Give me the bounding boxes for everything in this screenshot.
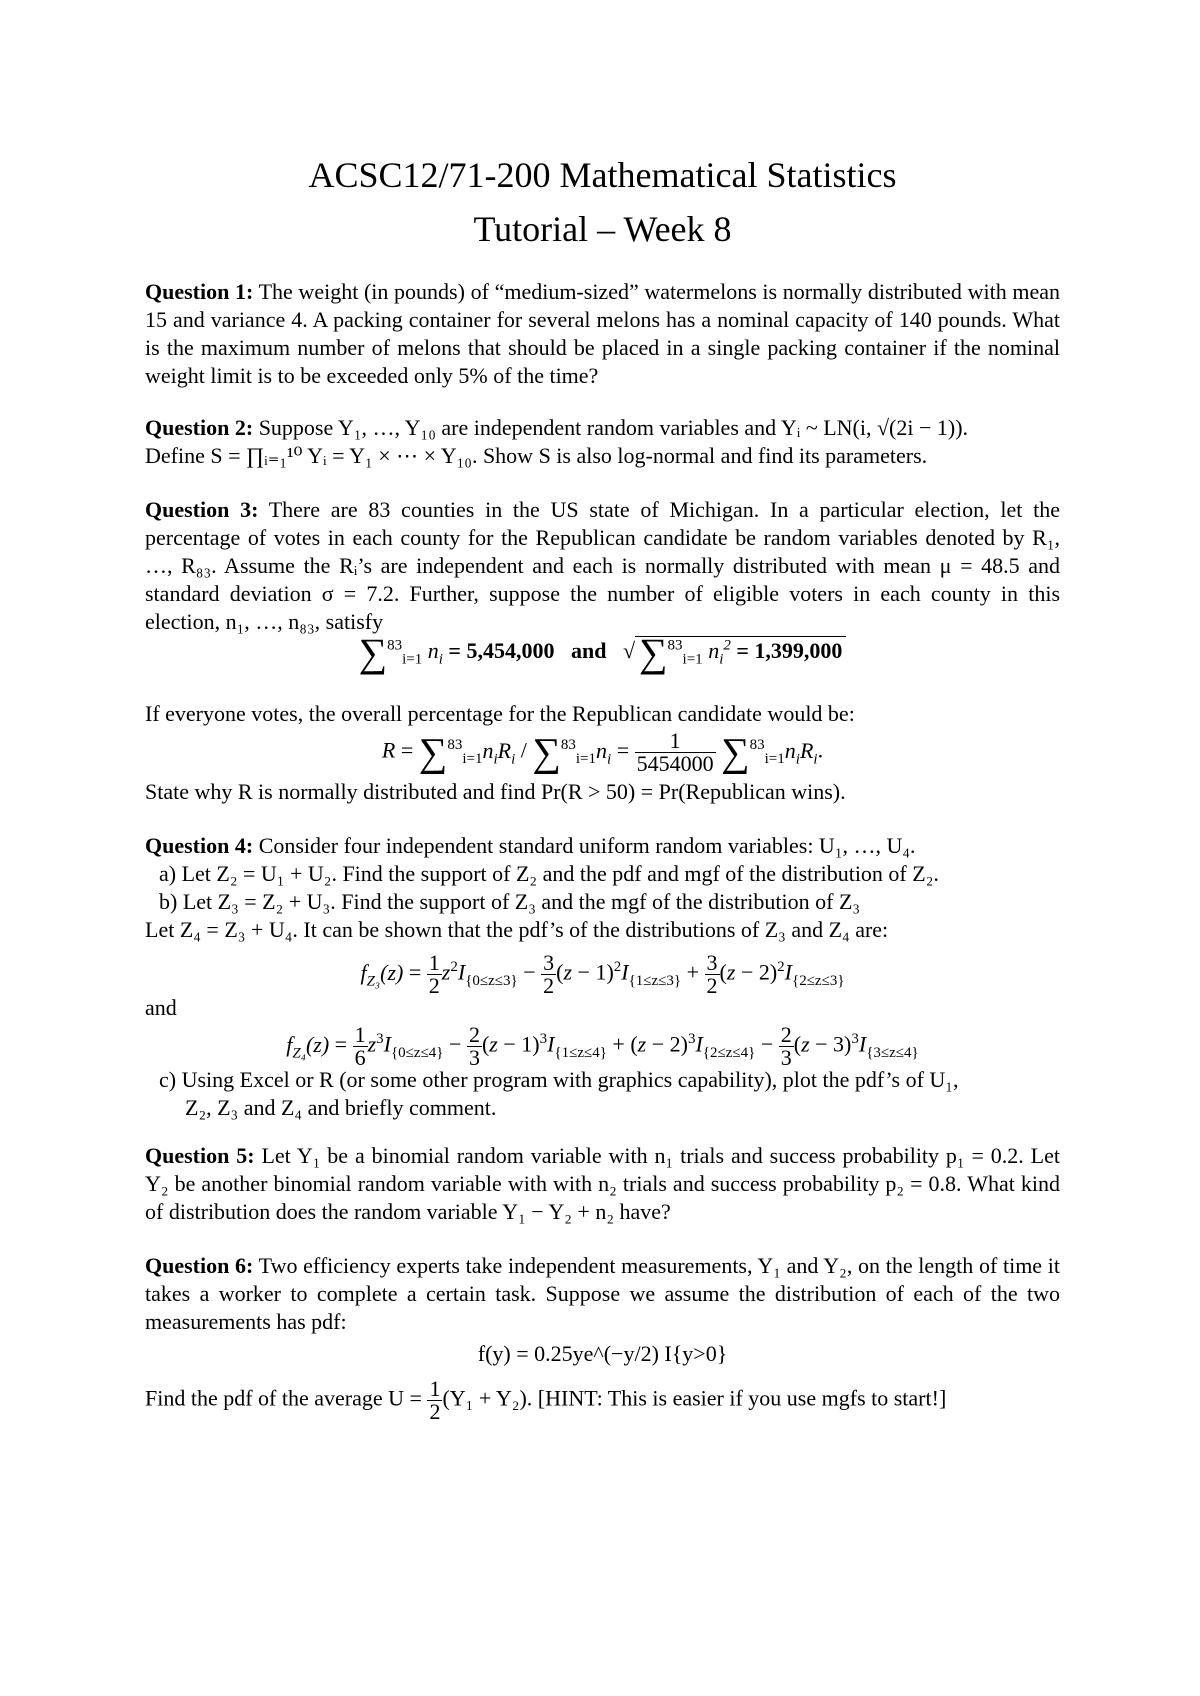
question-1 <box>145 278 1060 390</box>
eq-sqrt-sum-value: = 1,399,000 <box>736 638 843 663</box>
question-4-label: Question 4: <box>145 833 254 858</box>
question-3-text3: State why R is normally distributed and find Pr(R > 50) = Pr(Republican wins). <box>145 779 846 804</box>
question-2-label: Question 2: <box>145 415 254 440</box>
question-4-and: and <box>145 995 177 1020</box>
question-4-intro: Consider four independent standard uniform random variables: U₁, …, U₄. <box>253 833 916 858</box>
question-4-pdf-z3: $f_{Z_3}(z)$ = $\frac{1}{2}$ $z^2I_{\{0\le z\le 3\}}$ − $\frac{3}{2}$ $(z - 1)^2I_{\{1\le z\le 3\}}$ + $\frac{3}{2}$ $(z - 2)^2I_{\{2\le z\le 3\}}$ <box>360 950 845 998</box>
question-3 <box>145 496 1060 636</box>
eq-and-word: and <box>570 638 607 663</box>
question-4-part-c-line1: c) Using Excel or R (or some other program with graphics capability), plot the pdf’s of U₁, <box>159 1067 959 1092</box>
question-4 <box>145 832 1060 860</box>
eq-frac-denominator: 5454000 <box>636 751 714 776</box>
question-5-text: Let Y₁ be a binomial random variable with n₁ trials and success probability p₁ = 0.2. Let Y₂ be another binomial random variable with with n₂ trials and success probability p₂ = 0.8. What kind of distribution does the random variable Y₁ − Y₂ + n₂ have? <box>145 1143 1060 1224</box>
question-2 <box>145 414 1060 470</box>
question-6-find: Find the pdf of the average U = $\frac{1}{2}$ (Y₁ + Y₂). [HINT: This is easier if you use mgfs to start!] <box>145 1376 947 1424</box>
eq-sum-n-value: = 5,454,000 <box>448 638 555 663</box>
document-title: ACSC12/71-200 Mathematical Statistics <box>308 155 897 195</box>
question-6-pdf-equation: f(y) = 0.25ye^(−y/2) I{y>0} <box>477 1341 728 1366</box>
question-2-line2: Define S = ∏ᵢ₌₁¹⁰ Yᵢ = Y₁ × ⋯ × Y₁₀. Show S is also log-normal and find its parameters. <box>145 443 928 468</box>
question-3-equation-sums: ∑$^{83}_{i=1}$ $n_i = 5,454,000$ and √ ∑$^{83}_{i=1}$ $n_i^2 = 1,399,000$ <box>145 636 1060 667</box>
document-subtitle: Tutorial – Week 8 <box>473 209 732 249</box>
question-3-text: There are 83 counties in the US state of Michigan. In a particular election, let the percentage of votes in each county for the Republican candidate be random variables denoted by R₁, …, R₈₃. Assume the Rᵢ’s are independent and each is normally distributed with mean μ = 48.5 and standard deviation σ = 7.2. Further, suppose the number of eligible voters in each county in this election, n₁, …, n₈₃, satisfy <box>145 497 1060 634</box>
question-6 <box>145 1252 1060 1336</box>
question-2-line1: Suppose Y₁, …, Y₁₀ are independent random variables and Yᵢ ~ LN(i, √(2i − 1)). <box>253 415 969 440</box>
question-6-label: Question 6: <box>145 1253 254 1278</box>
question-6-find-post: (Y₁ + Y₂). [HINT: This is easier if you use mgfs to start!] <box>442 1385 947 1411</box>
question-4-part-a: a) Let Z₂ = U₁ + U₂. Find the support of Z₂ and the pdf and mgf of the distribution of Z₂. <box>159 861 939 886</box>
eq-frac-numerator: 1 <box>635 730 716 753</box>
question-4-pdf-z4: $f_{Z_4}(z)$ = $\frac{1}{6}$ $z^3I_{\{0\le z\le 4\}}$ − $\frac{2}{3}$ $(z - 1)^3I_{\{1\le z\le 4\}} + (z - 2)^3I_{\{2\le z\le 4\}}$ − $\frac{2}{3}$ $(z - 3)^3I_{\{3\le z\le 4\}}$ <box>286 1022 919 1070</box>
question-5 <box>145 1142 1060 1226</box>
question-3-text2: If everyone votes, the overall percentage for the Republican candidate would be: <box>145 701 855 726</box>
question-4-part-c-line2: Z₂, Z₃ and Z₄ and briefly comment. <box>185 1095 497 1120</box>
question-3-label: Question 3: <box>145 497 259 522</box>
question-6-find-pre: Find the pdf of the average U = <box>145 1385 428 1411</box>
question-5-label: Question 5: <box>145 1143 255 1168</box>
question-3-equation-r: $R = \sum^{83}_{i=1}n_iR_i / \sum^{83}_{i=1}n_i$ = $\frac{1}{5454000}$ $\sum^{83}_{i=1}n_iR_i$. <box>381 728 824 776</box>
question-4-let: Let Z₄ = Z₃ + U₄. It can be shown that the pdf’s of the distributions of Z₃ and Z₄ are: <box>145 917 889 942</box>
question-1-text: The weight (in pounds) of “medium-sized” watermelons is normally distributed with mean 15 and variance 4. A packing container for several melons has a nominal capacity of 140 pounds. What is the maximum number of melons that should be placed in a single packing container if the nominal weight limit is to be exceeded only 5% of the time? <box>145 279 1060 388</box>
question-1-label: Question 1: <box>145 279 254 304</box>
question-4-part-b: b) Let Z₃ = Z₂ + U₃. Find the support of Z₃ and the mgf of the distribution of Z₃ <box>159 889 861 914</box>
question-6-text: Two efficiency experts take independent measurements, Y₁ and Y₂, on the length of time it takes a worker to complete a certain task. Suppose we assume the distribution of each of the two measurements has pdf: <box>145 1253 1060 1334</box>
